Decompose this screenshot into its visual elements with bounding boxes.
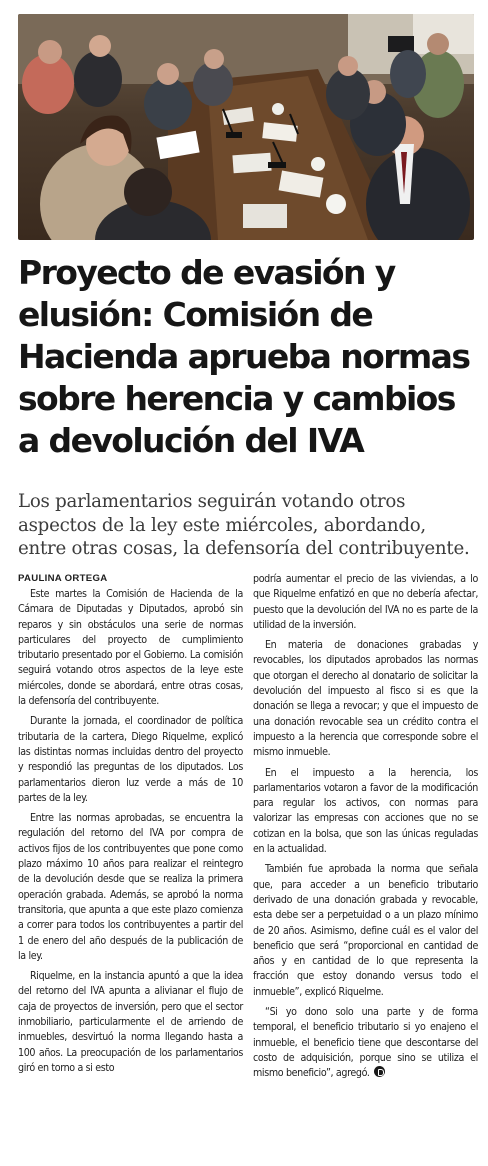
paragraph-last	[253, 1005, 478, 1081]
paragraph: Este martes la Comisión de Hacienda de la Cámara de Diputadas y Diputados, aprobó sin reparos y sin obstáculos una serie de normas particulares del proyecto de cumplimiento tributario presentado por el Gobierno. La comisión seguirá votando otros aspectos de la leye este miércoles, donde se abordará, entre otras cosas, la defensoría del contribuyente.	[18, 588, 243, 708]
article-photo	[18, 14, 474, 240]
paragraph-text: “Si yo dono solo una parte y de forma temporal, el beneficio tributario si yo enajeno el inmueble, el beneficio tiene que descontarse del costo de adquisición, porque sino se utiliza el mismo beneficio”, agregó.	[253, 1006, 478, 1080]
paragraph: Durante la jornada, el coordinador de política tributaria de la cartera, Diego Riquelme, explicó las distintas normas incluidas dentro del proyecto y respondió las preguntas de los diputados. Los parlamentarios dieron luz verde a más de 10 partes de la ley.	[18, 715, 243, 804]
paragraph: También fue aprobada la norma que señala que, para acceder a un beneficio tributario derivado de una donación grabada y revocable, esta debe ser a perpetuidad o a un plazo mínimo de 20 años. Asimismo, define cuál es el valor del beneficio que será “proporcional en cantidad de años y en cantidad de lo que representa la fracción que estoy donando versus todo el inmueble”, explicó Riquelme.	[253, 863, 478, 998]
paragraph: En el impuesto a la herencia, los parlamentarios votaron a favor de la modificación para regular los activos, con normas para valorizar las empresas con acciones que no se cotizan en la bolsa, que son las únicas reguladas en la actualidad.	[253, 766, 478, 856]
byline: PAULINA ORTEGA	[18, 573, 108, 584]
paragraph: Entre las normas aprobadas, se encuentra la regulación del retorno del IVA por compra de activos fijos de los contribuyentes que pone como plazo máximo 10 años para realizar el reintegro de la devolución desde que se realiza la primera operación grabada. Además, se aprobó la norma transitoria, que apunta a que este plazo comienza a correr para todos los contribuyentes a partir del 1 de enero del año después de la publicación de la ley.	[18, 812, 243, 962]
end-of-article-icon	[374, 1066, 385, 1077]
paragraph: podría aumentar el precio de las viviendas, a lo que Riquelme enfatizó en que no debería afectar, puesto que la devolución del IVA no es parte de la utilidad de la inversión.	[253, 573, 478, 631]
article-column-right	[253, 572, 478, 1087]
paragraph: En materia de donaciones grabadas y revocables, los diputados aprobados las normas que otorgan el derecho al donatario de solicitar la devolución del impuesto al fisco si es que la donación se llega a revocar; y que el impuesto de una donación revocable sea un crédito contra el impuesto a la herencia que corresponde sobre el mismo inmueble.	[253, 639, 478, 759]
deck-subheadline: Los parlamentarios seguirán votando otros aspectos de la ley este miércoles, abordando, entre otras cosas, la defensoría del contribuyente.	[18, 491, 470, 559]
headline: Proyecto de evasión y elusión: Comisión de Hacienda aprueba normas sobre herencia y cambios a devolución del IVA	[18, 253, 470, 460]
article-column-left	[18, 572, 243, 1081]
paragraph: Riquelme, en la instancia apuntó a que la idea del retorno del IVA apunta a alivianar el flujo de caja de proyectos de inversión, pero que el sector inmobiliario, particularmente el de arriendo de inmuebles, desvirtuó la norma llegando hasta a 100 años. La preocupación de los parlamentarios giró en torno a si esto	[18, 970, 243, 1074]
